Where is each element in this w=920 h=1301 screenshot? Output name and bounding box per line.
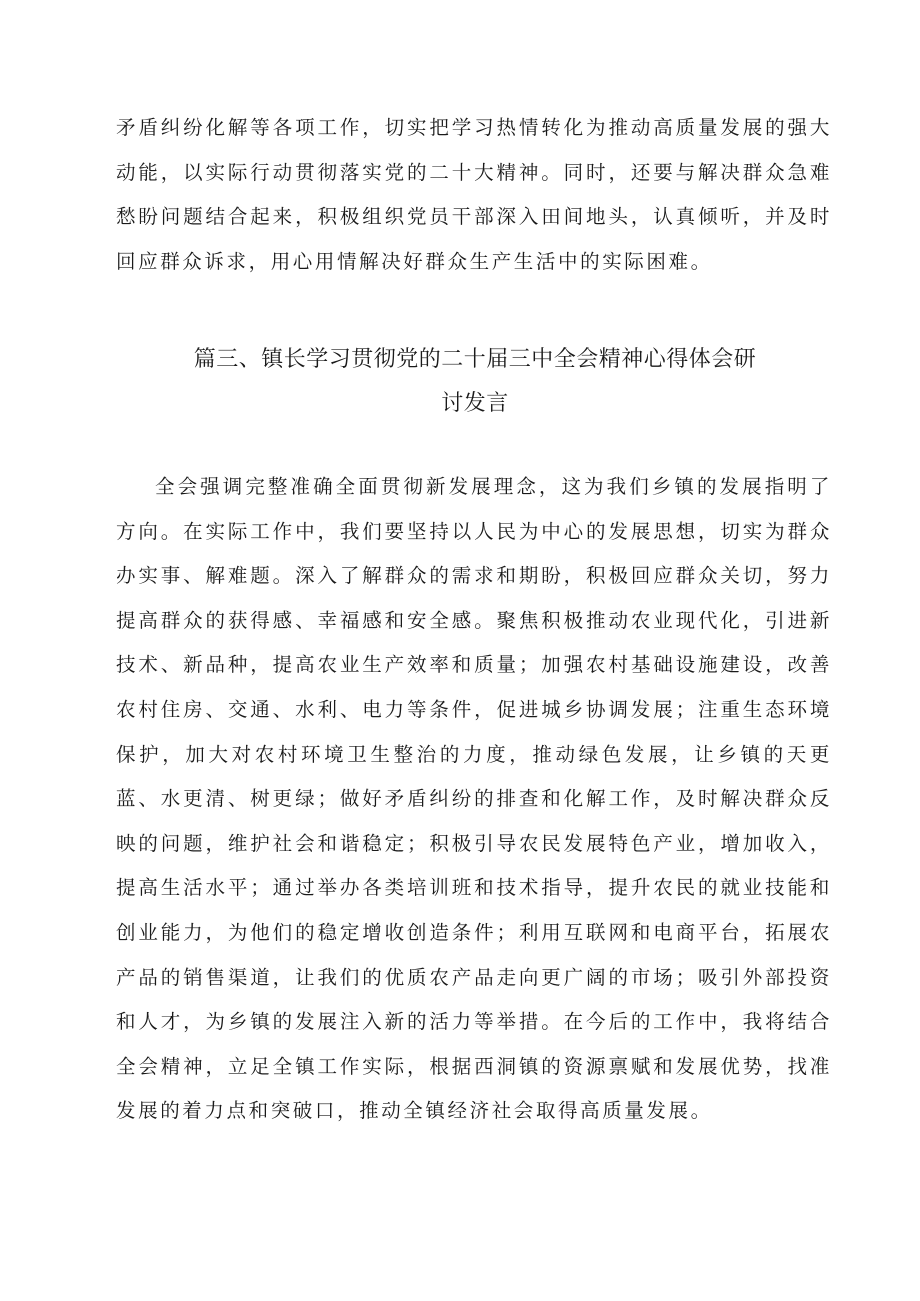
- section-body-paragraph: 全会强调完整准确全面贯彻新发展理念，这为我们乡镇的发展指明了方向。在实际工作中，我们要坚持以人民为中心的发展思想，切实为群众办实事、解难题。深入了解群众的需求和期盼，积极回应群众关切，努力提高群众的获得感、幸福感和安全感。聚焦积极推动农业现代化，引进新技术、新品种，提高农业生产效率和质量；加强农村基础设施建设，改善农村住房、交通、水利、电力等条件，促进城乡协调发展；注重生态环境保护，加大对农村环境卫生整治的力度，推动绿色发展，让乡镇的天更蓝、水更清、树更绿；做好矛盾纠纷的排查和化解工作，及时解决群众反映的问题，维护社会和谐稳定；积极引导农民发展特色产业，增加收入，提高生活水平；通过举办各类培训班和技术指导，提升农民的就业技能和创业能力，为他们的稳定增收创造条件；利用互联网和电商平台，拓展农产品的销售渠道，让我们的优质农产品走向更广阔的市场；吸引外部投资和人才，为乡镇的发展注入新的活力等举措。在今后的工作中，我将结合全会精神，立足全镇工作实际，根据西洞镇的资源禀赋和发展优势，找准发展的着力点和突破口，推动全镇经济社会取得高质量发展。: [116, 475, 832, 1123]
- section-title-line-2: 讨发言: [441, 391, 509, 416]
- section-title: [120, 338, 830, 426]
- section-title-line-1: 篇三、镇长学习贯彻党的二十届三中全会精神心得体会研: [193, 347, 757, 372]
- previous-section-paragraph: 矛盾纠纷化解等各项工作，切实把学习热情转化为推动高质量发展的强大动能，以实际行动贯彻落实党的二十大精神。同时，还要与解决群众急难愁盼问题结合起来，积极组织党员干部深入田间地头，认真倾听，并及时回应群众诉求，用心用情解决好群众生产生活中的实际困难。: [116, 116, 832, 273]
